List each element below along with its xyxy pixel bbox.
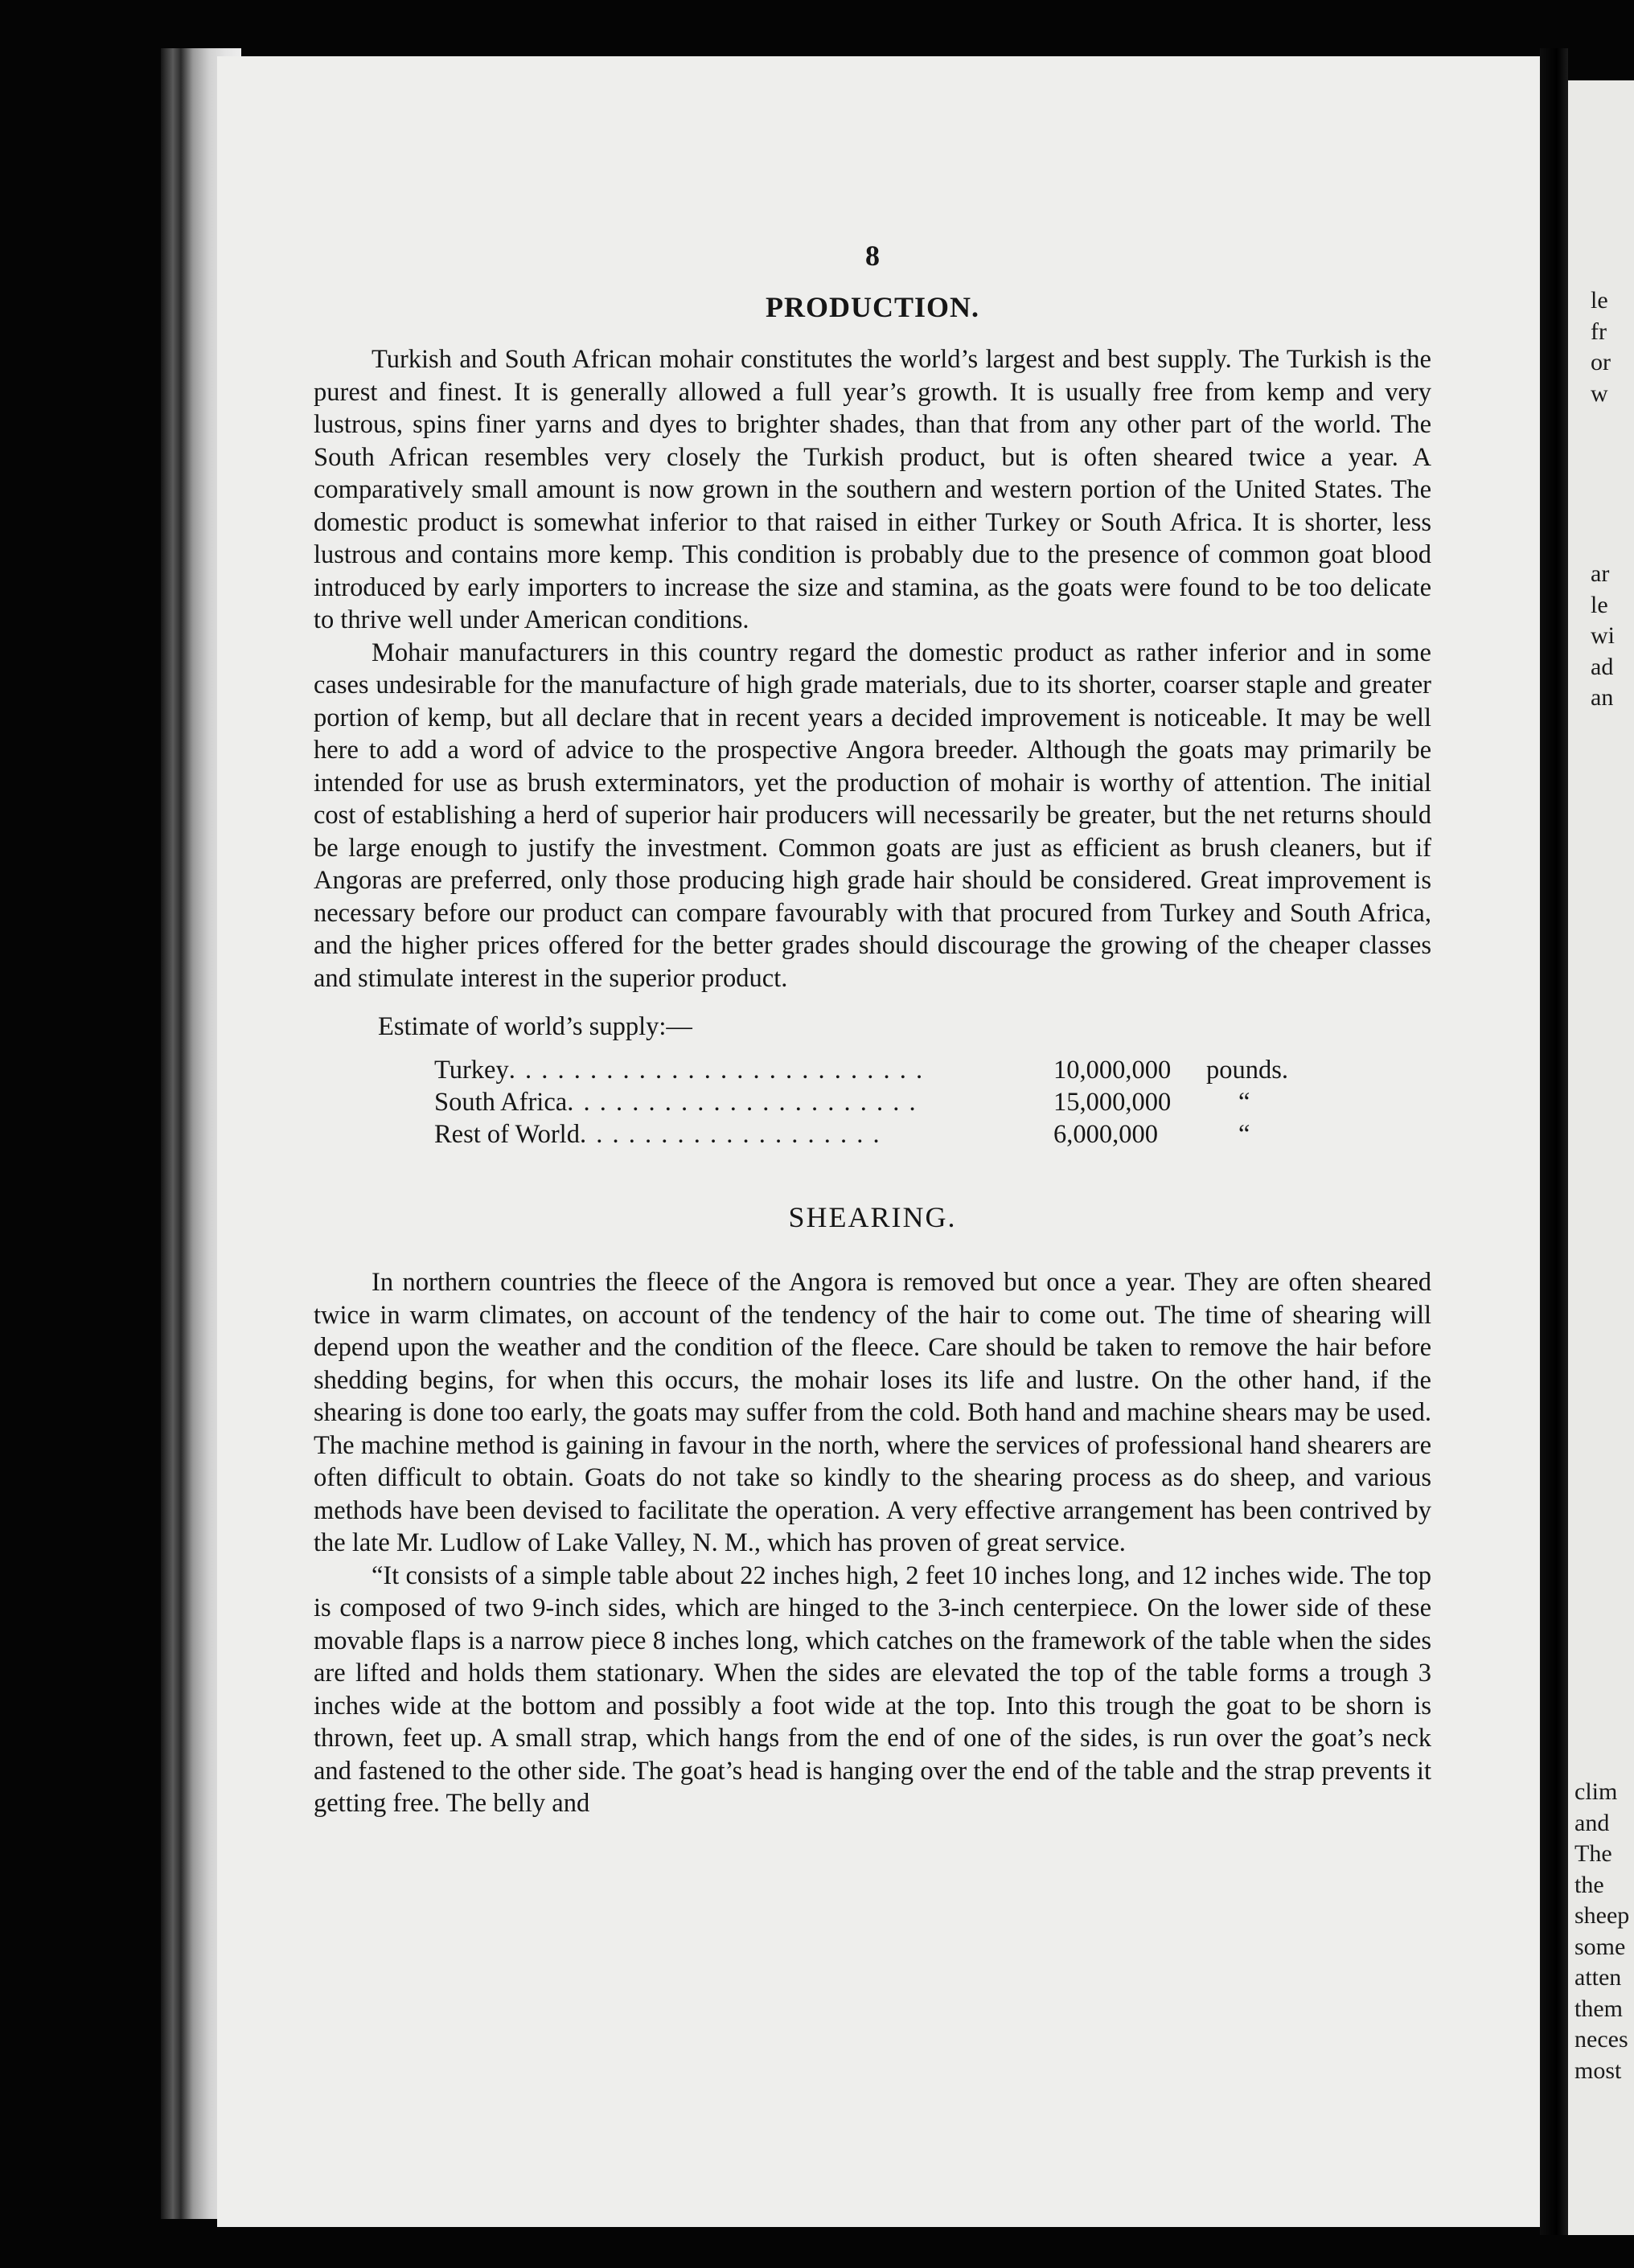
supply-region bbox=[434, 1118, 1053, 1150]
supply-row-rest-of-world bbox=[434, 1118, 1367, 1150]
adjacent-fragment: fr bbox=[1591, 318, 1607, 345]
adjacent-fragment: wi bbox=[1591, 622, 1615, 649]
adjacent-fragment: neces bbox=[1574, 2026, 1628, 2053]
adjacent-fragment: ad bbox=[1591, 653, 1614, 680]
adjacent-fragment: an bbox=[1591, 684, 1614, 711]
adjacent-fragment: the bbox=[1574, 1871, 1604, 1898]
supply-region-name: Turkey bbox=[434, 1056, 509, 1085]
leader-dots: . . . . . . . . . . . . . . . . . . . . . . bbox=[567, 1088, 918, 1117]
page-content bbox=[314, 181, 1431, 1820]
adjacent-fragment: sheep bbox=[1574, 1902, 1630, 1929]
shearing-heading: SHEARING. bbox=[788, 1201, 957, 1233]
adjacent-fragment: The bbox=[1574, 1840, 1612, 1867]
adjacent-fragment: some bbox=[1574, 1933, 1626, 1960]
adjacent-fragment: le bbox=[1591, 591, 1608, 618]
supply-amount: 6,000,000 bbox=[1053, 1120, 1158, 1149]
supply-amount: 10,000,000 bbox=[1053, 1056, 1172, 1085]
shearing-paragraph-2: “It consists of a simple table about 22 inches high, 2 feet 10 inches long, and 12 inches wide. The top is composed of two 9-inch sides, which are hinged to the 3-inch centerpiece. On the lower side of these movable flaps is a narrow piece 8 inches long, which catches on the framework of the table when the sides are lifted and holds them stationary. When the sides are elevated the top of the table forms a trough 3 inches wide at the bottom and possibly a foot wide at the top. Into this trough the goat to be shorn is thrown, feet up. A small strap, which hangs from the end of one of the sides, is run over the goat’s neck and fastened to the other side. The goat’s head is hanging over the end of the table and the strap prevents it getting free. The belly and bbox=[314, 1561, 1431, 1818]
supply-region bbox=[434, 1086, 1053, 1118]
adjacent-page-edge bbox=[1568, 80, 1634, 2235]
adjacent-fragments-bottom bbox=[1574, 1777, 1629, 2086]
supply-unit-ditto: “ bbox=[1238, 1120, 1250, 1149]
supply-amount: 15,000,000 bbox=[1053, 1088, 1172, 1117]
adjacent-fragment: and bbox=[1574, 1809, 1610, 1836]
adjacent-fragment: them bbox=[1574, 1995, 1623, 2022]
production-heading: PRODUCTION. bbox=[765, 291, 979, 323]
supply-row-south-africa bbox=[434, 1086, 1367, 1118]
supply-region-name: South Africa bbox=[434, 1088, 568, 1117]
adjacent-fragment: or bbox=[1591, 349, 1611, 375]
adjacent-fragments-top bbox=[1591, 285, 1611, 409]
book-page bbox=[217, 56, 1540, 2227]
adjacent-fragment: most bbox=[1574, 2057, 1622, 2084]
supply-region bbox=[434, 1054, 1053, 1086]
supply-unit-ditto: “ bbox=[1238, 1088, 1250, 1117]
leader-dots: . . . . . . . . . . . . . . . . . . . bbox=[579, 1120, 881, 1149]
supply-unit: pounds. bbox=[1206, 1056, 1289, 1085]
leader-dots: . . . . . . . . . . . . . . . . . . . . . . . . . . bbox=[508, 1056, 925, 1085]
page-gutter bbox=[1540, 48, 1568, 2235]
adjacent-fragment: clim bbox=[1574, 1778, 1618, 1805]
adjacent-fragments-middle bbox=[1591, 559, 1615, 714]
supply-row-turkey bbox=[434, 1054, 1367, 1086]
supply-table bbox=[434, 1054, 1367, 1150]
shearing-paragraph-1: In northern countries the fleece of the Angora is removed but once a year. They are often sheared twice in warm climates, on account of the tendency of the hair to come out. The time of shearing will depend upon the weather and the condition of the fleece. Care should be taken to remove the hair before shedding begins, for when this occurs, the mohair loses its life and lustre. On the other hand, if the shearing is done too early, the goats may suffer from the cold. Both hand and machine shears may be used. The machine method is gaining in favour in the north, where the services of professional hand shearers are often difficult to obtain. Goats do not take so kindly to the shearing process as do sheep, and various methods have been devised to facilitate the operation. A very effective arrangement has been contrived by the late Mr. Ludlow of Lake Valley, N. M., which has proven of great service. bbox=[314, 1268, 1431, 1557]
page-number: 8 bbox=[865, 240, 880, 272]
production-paragraph-1: Turkish and South African mohair constitutes the world’s largest and best supply. The Turkish is the purest and finest. It is generally allowed a full year’s growth. It is usually free from kemp and very lustrous, spins finer yarns and dyes to brighter shades, than that from any other part of the world. The South African resembles very closely the Turkish product, but is often sheared twice a year. A comparatively small amount is now grown in the southern and western portion of the United States. The domestic product is somewhat inferior to that raised in either Turkey or South Africa. It is shorter, less lustrous and contains more kemp. This condition is probably due to the presence of common goat blood introduced by early importers to increase the size and stamina, as the goats were found to be too delicate to thrive well under American conditions. bbox=[314, 345, 1431, 634]
production-paragraph-2: Mohair manufacturers in this country regard the domestic product as rather inferior and in some cases undesirable for the manufacture of high grade materials, due to its shorter, coarser staple and greater portion of kemp, but all declare that in recent years a decided improvement is noticeable. It may be well here to add a word of advice to the prospective Angora breeder. Although the goats may primarily be intended for use as brush exterminators, yet the production of mohair is worthy of attention. The initial cost of establishing a herd of superior hair producers will necessarily be greater, but the net returns should be large enough to justify the investment. Common goats are just as efficient as brush cleaners, but if Angoras are preferred, only those producing high grade hair should be considered. Great improvement is necessary before our product can compare favourably with that procured from Turkey and South Africa, and the higher prices offered for the better grades should discourage the growing of the cheaper classes and stimulate interest in the superior product. bbox=[314, 638, 1431, 993]
adjacent-fragment: w bbox=[1591, 379, 1608, 407]
supply-estimate-heading: Estimate of world’s supply:— bbox=[378, 1012, 692, 1041]
adjacent-fragment: atten bbox=[1574, 1964, 1622, 1991]
supply-region-name: Rest of World bbox=[434, 1120, 580, 1149]
adjacent-fragment: le bbox=[1591, 287, 1608, 314]
adjacent-fragment: ar bbox=[1591, 560, 1610, 587]
